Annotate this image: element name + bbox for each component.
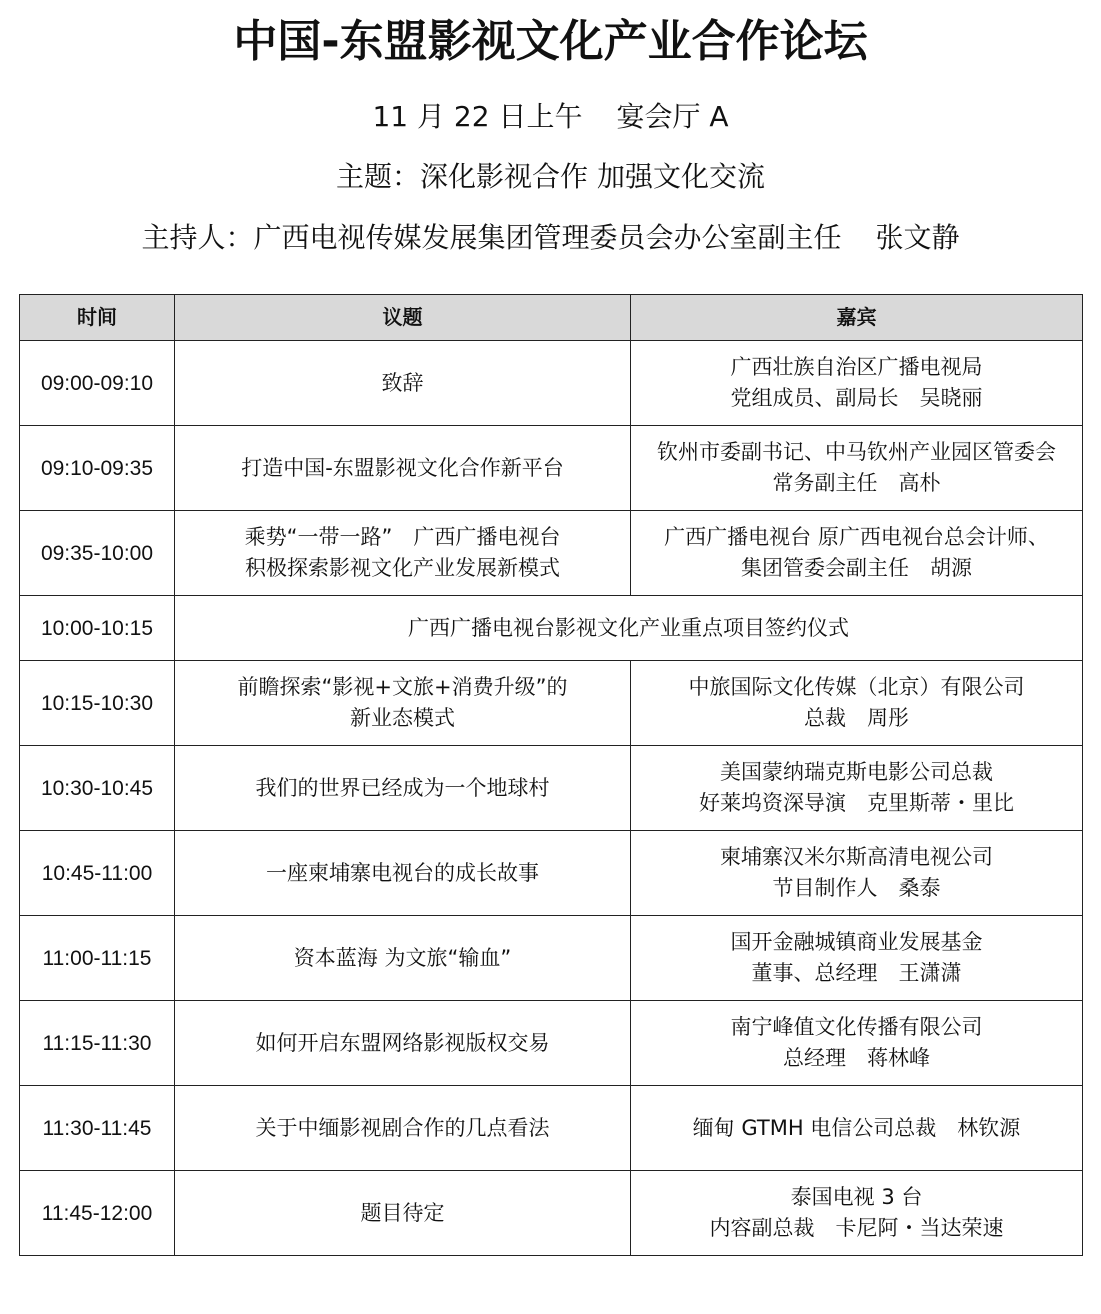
table-row <box>20 831 1083 916</box>
guest-line: 总经理 蒋林峰 <box>783 1046 930 1070</box>
guest-cell <box>631 1171 1083 1256</box>
table-row <box>20 1171 1083 1256</box>
topic-cell <box>175 746 631 831</box>
forum-title: 中国-东盟影视文化产业合作论坛 <box>233 16 868 67</box>
topic-cell <box>175 1001 631 1086</box>
guest-line: 广西广播电视台 原广西电视台总会计师、 <box>664 525 1049 549</box>
host-title: 广西电视传媒发展集团管理委员会办公室副主任 <box>253 221 842 254</box>
table-row <box>20 746 1083 831</box>
guest-line: 好莱坞资深导演 克里斯蒂・里比 <box>699 791 1014 815</box>
table-row <box>20 341 1083 426</box>
host-label: 主持人： <box>141 221 254 254</box>
table-row <box>20 596 1083 661</box>
guest-line: 国开金融城镇商业发展基金 <box>730 930 983 954</box>
time-cell: 11:45-12:00 <box>20 1171 175 1256</box>
topic-line: 我们的世界已经成为一个地球村 <box>255 775 550 800</box>
session-venue: 宴会厅 A <box>616 100 729 133</box>
topic-cell <box>175 661 631 746</box>
topic-line: 题目待定 <box>360 1200 445 1225</box>
table-row <box>20 661 1083 746</box>
time-cell: 11:00-11:15 <box>20 916 175 1001</box>
guest-line: 中旅国际文化传媒（北京）有限公司 <box>688 675 1025 699</box>
topic-cell <box>175 426 631 511</box>
topic-line: 关于中缅影视剧合作的几点看法 <box>255 1115 550 1140</box>
guest-line: 内容副总裁 卡尼阿・当达荣速 <box>709 1216 1004 1240</box>
time-cell: 09:35-10:00 <box>20 511 175 596</box>
theme-text: 深化影视合作 加强文化交流 <box>420 160 765 193</box>
table-row <box>20 916 1083 1001</box>
guest-line: 缅甸 GTMH 电信公司总裁 林钦源 <box>692 1115 1021 1140</box>
topic-line: 资本蓝海 为文旅“输血” <box>293 945 512 970</box>
guest-cell <box>631 1001 1083 1086</box>
session-time-venue <box>0 97 1101 137</box>
guest-cell <box>631 426 1083 511</box>
session-date: 11 月 22 日上午 <box>372 100 583 133</box>
guest-line: 总裁 周彤 <box>804 706 909 730</box>
topic-cell <box>175 831 631 916</box>
topic-cell <box>175 1171 631 1256</box>
merged-event-cell: 广西广播电视台影视文化产业重点项目签约仪式 <box>175 596 1083 661</box>
guest-line: 节目制作人 桑泰 <box>772 876 941 900</box>
time-cell: 11:30-11:45 <box>20 1086 175 1171</box>
column-header-time: 时间 <box>20 295 175 341</box>
guest-cell <box>631 746 1083 831</box>
table-header-row <box>20 295 1083 341</box>
topic-cell <box>175 511 631 596</box>
column-header-guest: 嘉宾 <box>631 295 1083 341</box>
table-row <box>20 1001 1083 1086</box>
agenda-table <box>19 294 1083 1256</box>
guest-line: 钦州市委副书记、中马钦州产业园区管委会 <box>657 440 1056 464</box>
guest-line: 广西壮族自治区广播电视局 <box>730 355 983 379</box>
time-cell: 11:15-11:30 <box>20 1001 175 1086</box>
guest-line: 常务副主任 高朴 <box>772 471 941 495</box>
topic-line: 乘势“一带一路” 广西广播电视台 <box>244 525 561 549</box>
topic-cell <box>175 1086 631 1171</box>
topic-line: 打造中国-东盟影视文化合作新平台 <box>241 455 564 480</box>
table-row <box>20 1086 1083 1171</box>
time-cell: 10:30-10:45 <box>20 746 175 831</box>
guest-line: 南宁峰值文化传播有限公司 <box>730 1015 983 1039</box>
topic-cell <box>175 341 631 426</box>
time-cell: 10:45-11:00 <box>20 831 175 916</box>
guest-cell <box>631 831 1083 916</box>
table-row <box>20 426 1083 511</box>
time-cell: 10:00-10:15 <box>20 596 175 661</box>
guest-cell <box>631 511 1083 596</box>
column-header-topic: 议题 <box>175 295 631 341</box>
table-row <box>20 511 1083 596</box>
time-cell: 09:00-09:10 <box>20 341 175 426</box>
guest-line: 泰国电视 3 台 <box>790 1185 923 1209</box>
topic-line: 新业态模式 <box>350 706 455 730</box>
time-cell: 10:15-10:30 <box>20 661 175 746</box>
guest-cell <box>631 916 1083 1001</box>
guest-line: 美国蒙纳瑞克斯电影公司总裁 <box>720 760 993 784</box>
guest-cell <box>631 1086 1083 1171</box>
host-name: 张文静 <box>875 221 960 254</box>
topic-line: 致辞 <box>381 370 424 395</box>
topic-cell <box>175 916 631 1001</box>
guest-line: 集团管委会副主任 胡源 <box>741 556 972 580</box>
guest-line: 董事、总经理 王潇潇 <box>751 961 962 985</box>
topic-line: 积极探索影视文化产业发展新模式 <box>245 556 560 580</box>
time-cell: 09:10-09:35 <box>20 426 175 511</box>
topic-line: 前瞻探索“影视+文旅+消费升级”的 <box>237 675 568 699</box>
guest-line: 党组成员、副局长 吴晓丽 <box>730 386 983 410</box>
session-theme <box>0 157 1101 197</box>
guest-cell <box>631 661 1083 746</box>
session-host <box>0 218 1101 258</box>
agenda-body <box>20 341 1083 1256</box>
topic-line: 如何开启东盟网络影视版权交易 <box>255 1030 550 1055</box>
theme-label: 主题： <box>336 160 421 193</box>
topic-line: 一座柬埔寨电视台的成长故事 <box>266 860 539 885</box>
guest-cell <box>631 341 1083 426</box>
guest-line: 柬埔寨汉米尔斯高清电视公司 <box>720 845 993 869</box>
